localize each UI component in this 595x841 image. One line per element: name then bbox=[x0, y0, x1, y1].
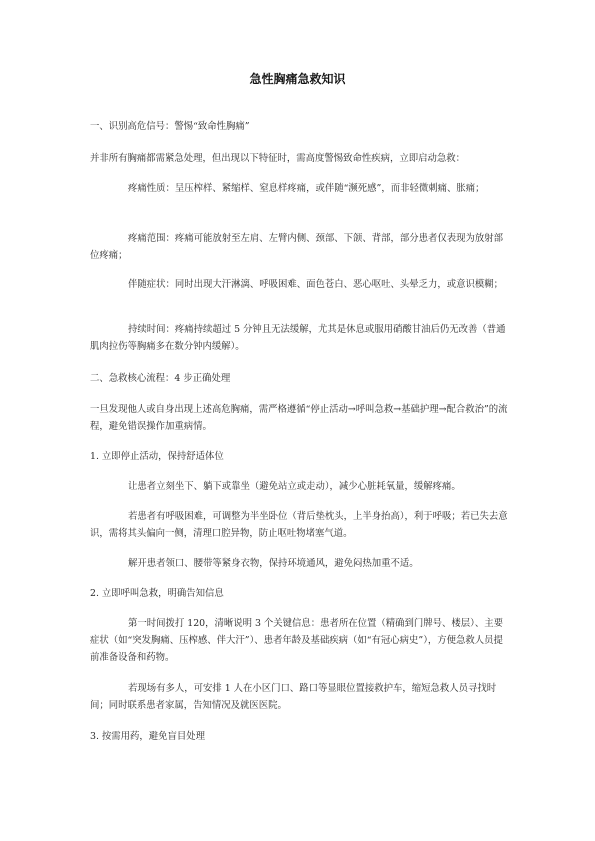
step2-heading: 2. 立即呼叫急救，明确告知信息 bbox=[90, 588, 224, 599]
section1-intro: 并非所有胸痛都需紧急处理，但出现以下特征时，需高度警惕致命性疾病，立即启动急救： bbox=[90, 153, 466, 164]
step-paragraph: 若现场有多人，可安排 1 人在小区门口、路口等显眼位置接救护车，缩短急救人员寻找时间；同时联系患者家属，告知情况及就医医院。 bbox=[90, 683, 497, 711]
symptom-item: 疼痛性质：呈压榨样、紧缩样、窒息样疼痛，或伴随“濒死感”，而非轻微刺痛、胀痛； bbox=[128, 183, 485, 194]
section2-heading: 二、急救核心流程：4 步正确处理 bbox=[90, 373, 231, 384]
step-paragraph: 让患者立刻坐下、躺下或靠坐（避免站立或走动），减少心脏耗氧量，缓解疼痛。 bbox=[128, 481, 461, 492]
section2-intro: 一旦发现他人或自身出现上述高危胸痛，需严格遵循“停止活动→呼叫急救→基础护理→配合救治”的流程，避免错误操作加重病情。 bbox=[90, 404, 508, 432]
section1-heading: 一、识别高危信号：警惕“致命性胸痛” bbox=[90, 121, 250, 132]
step1-heading: 1. 立即停止活动，保持舒适体位 bbox=[90, 451, 224, 462]
step-paragraph: 解开患者领口、腰带等紧身衣物，保持环境通风，避免闷热加重不适。 bbox=[128, 558, 419, 569]
step3-heading: 3. 按需用药，避免盲目处理 bbox=[90, 731, 206, 742]
step-paragraph: 第一时间拨打 120，清晰说明 3 个关键信息：患者所在位置（精确到门牌号、楼层）、主要症状（如“突发胸痛、压榨感、伴大汗”）、患者年龄及基础疾病（如“有冠心病史”），方便急救人员提前准备设备和药物。 bbox=[90, 618, 503, 663]
symptom-item: 持续时间：疼痛持续超过 5 分钟且无法缓解，尤其是休息或服用硝酸甘油后仍无改善（普通肌肉拉伤等胸痛多在数分钟内缓解）。 bbox=[90, 324, 506, 352]
symptom-item: 伴随症状：同时出现大汗淋漓、呼吸困难、面色苍白、恶心呕吐、头晕乏力，或意识模糊； bbox=[128, 279, 504, 290]
symptom-item: 疼痛范围：疼痛可能放射至左肩、左臂内侧、颈部、下颌、背部，部分患者仅表现为放射部位疼痛； bbox=[90, 233, 504, 261]
document-title: 急性胸痛急救知识 bbox=[249, 72, 346, 86]
step-paragraph: 若患者有呼吸困难，可调整为半坐卧位（背后垫枕头，上半身抬高），利于呼吸；若已失去意识，需将其头偏向一侧，清理口腔异物，防止呕吐物堵塞气道。 bbox=[90, 511, 508, 539]
